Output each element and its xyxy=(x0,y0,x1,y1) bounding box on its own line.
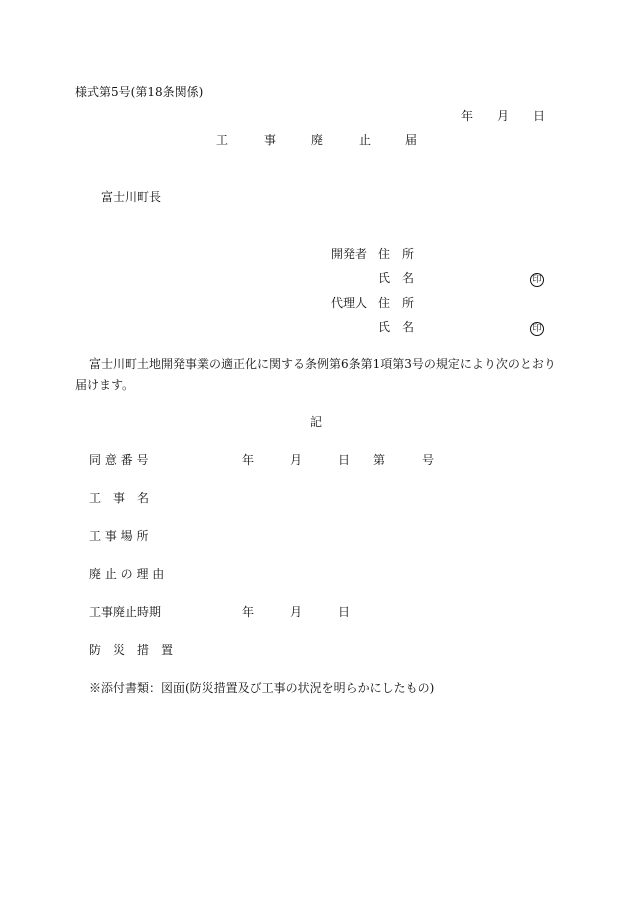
abolition-day-label: 日 xyxy=(338,605,351,619)
consent-dai-label: 第 xyxy=(373,453,386,467)
consent-number-label: 同 意 番 号 xyxy=(89,453,149,467)
date-year-label: 年 xyxy=(461,109,474,123)
abolition-month-label: 月 xyxy=(290,605,303,619)
work-name-label: 工 事 名 xyxy=(89,491,150,505)
record-heading: 記 xyxy=(310,415,323,429)
developer-seal xyxy=(530,271,544,287)
date-month-label: 月 xyxy=(497,109,510,123)
developer-address-label: 住 所 xyxy=(378,247,415,261)
attachment-note: ※添付書類：図面(防災措置及び工事の状況を明らかにしたもの) xyxy=(89,681,435,695)
abolition-time-label: 工事廃止時期 xyxy=(89,605,162,619)
seal-mark: 印 xyxy=(530,322,544,336)
consent-month-label: 月 xyxy=(290,453,303,467)
agent-seal xyxy=(530,320,544,336)
consent-year-label: 年 xyxy=(242,453,255,467)
seal-mark: 印 xyxy=(530,273,544,287)
consent-day-label: 日 xyxy=(338,453,351,467)
date-day-label: 日 xyxy=(533,109,546,123)
consent-go-label: 号 xyxy=(422,453,435,467)
body-paragraph: 富士川町土地開発事業の適正化に関する条例第6条第1項第3号の規定により次のとおり届けます。 xyxy=(75,357,556,392)
title-char: 届 xyxy=(405,133,418,147)
developer-label: 開発者 xyxy=(331,247,368,261)
disaster-measures-label: 防 災 措 置 xyxy=(89,643,174,657)
agent-name-label: 氏 名 xyxy=(378,320,415,334)
form-number: 様式第5号(第18条関係) xyxy=(75,85,204,99)
title-char: 事 xyxy=(264,133,277,147)
title-char: 止 xyxy=(359,133,372,147)
reason-label: 廃 止 の 理 由 xyxy=(89,567,165,581)
recipient: 富士川町長 xyxy=(101,190,162,204)
developer-name-label: 氏 名 xyxy=(378,271,415,285)
work-location-label: 工 事 場 所 xyxy=(89,529,149,543)
abolition-year-label: 年 xyxy=(242,605,255,619)
title-char: 廃 xyxy=(311,133,324,147)
agent-address-label: 住 所 xyxy=(378,296,415,310)
title-char: 工 xyxy=(216,133,229,147)
agent-label: 代理人 xyxy=(331,296,368,310)
